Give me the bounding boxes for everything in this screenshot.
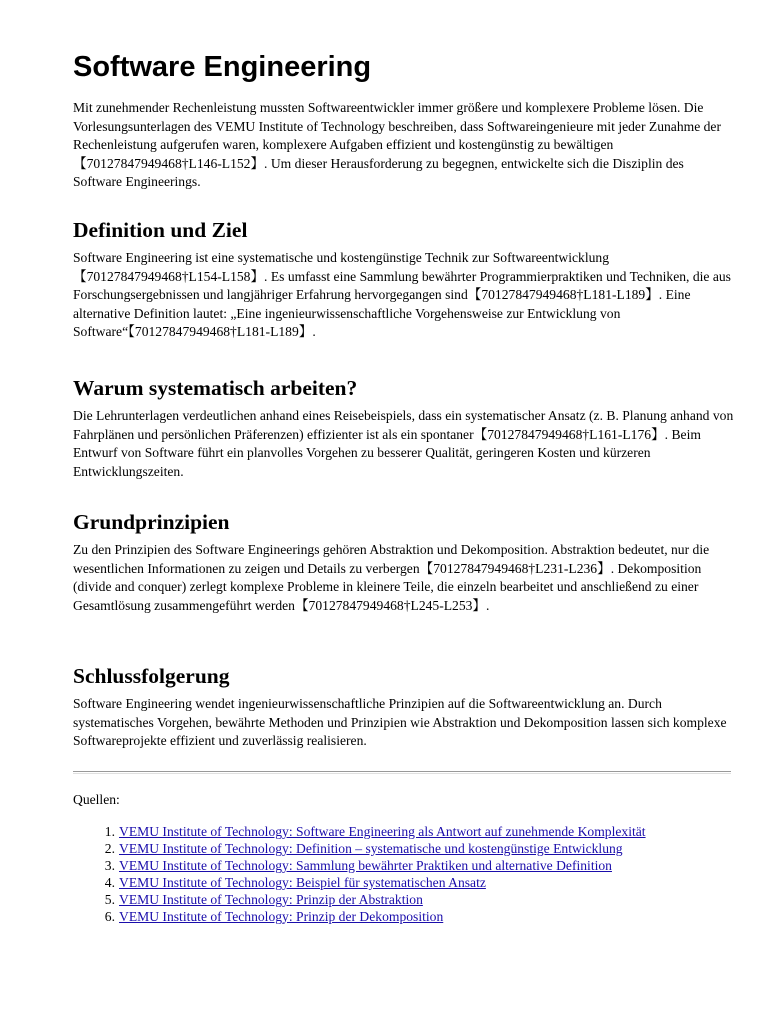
section-heading-conclusion: Schlussfolgerung — [73, 664, 230, 688]
section-body-conclusion: Software Engineering wendet ingenieurwissenschaftliche Prinzipien auf die Softwareentwicklung an. Durch systematisches Vorgehen, bewährte Methoden und Prinzipien wie Abstraktion und Dekomposition lassen sich komplexe Softwareprojekte effizient und zuverlässig realisieren. — [73, 696, 727, 749]
section-body-principles: Zu den Prinzipien des Software Engineerings gehören Abstraktion und Dekomposition. Abstraktion bedeutet, nur die wesentlichen Informationen zu zeigen und Details zu verbergen【70127847949468†L231-L236】. Dekomposition (divide and conquer) zerlegt komplexe Probleme in kleinere Teile, die einzeln bearbeitet und anschließend zu einer Gesamtlösung zusammengeführt werden【70127847949468†L245-L253】. — [73, 542, 710, 613]
source-item — [104, 908, 646, 926]
section-heading-principles: Grundprinzipien — [73, 510, 230, 534]
source-number: 1. — [104, 824, 115, 839]
section-body-definition: Software Engineering ist eine systematische und kostengünstige Technik zur Softwareentwicklung【70127847949468†L154-L158】. Es umfasst eine Sammlung bewährter Programmierpraktiken und Techniken, die aus Forschungsergebnissen und langjähriger Erfahrung hervorgegangen sind【70127847949468†L181-L189】. Eine alternative Definition lautet: „Eine ingenieurwissenschaftliche Vorgehensweise zur Entwicklung von Software“【70127847949468†L181-L189】. — [73, 250, 731, 340]
source-number: 3. — [104, 857, 115, 873]
source-item — [104, 891, 646, 909]
source-number: 6. — [104, 908, 115, 924]
section-heading-definition: Definition und Ziel — [73, 218, 248, 242]
source-number: 2. — [104, 840, 115, 856]
sources-label: Quellen: — [73, 792, 120, 807]
source-link[interactable]: VEMU Institute of Technology: Software Engineering als Antwort auf zunehmende Komplexität — [119, 824, 646, 839]
intro-paragraph: Mit zunehmender Rechenleistung mussten Softwareentwickler immer größere und komplexere Probleme lösen. Die Vorlesungsunterlagen des VEMU Institute of Technology beschreiben, dass Softwareingenieure mit jeder Zunahme der Rechenleistung aufgerufen waren, komplexere Aufgaben effizient und kostengünstig zu bewältigen【70127847949468†L146-L152】. Um dieser Herausforderung zu begegnen, entwickelte sich die Disziplin des Software Engineerings. — [73, 100, 721, 190]
source-link[interactable]: VEMU Institute of Technology: Sammlung bewährter Praktiken und alternative Definition — [119, 857, 612, 873]
source-number: 5. — [104, 891, 115, 907]
section-heading-systematic: Warum systematisch arbeiten? — [73, 376, 358, 400]
source-link[interactable]: VEMU Institute of Technology: Prinzip der Dekomposition — [119, 908, 444, 924]
source-number: 4. — [104, 874, 115, 890]
sources-list — [73, 824, 646, 925]
source-item — [104, 874, 646, 892]
source-item — [104, 824, 646, 841]
source-link[interactable]: VEMU Institute of Technology: Beispiel für systematischen Ansatz — [119, 874, 486, 890]
source-link[interactable]: VEMU Institute of Technology: Prinzip der Abstraktion — [119, 891, 423, 907]
page-title: Software Engineering — [73, 51, 372, 83]
source-link[interactable]: VEMU Institute of Technology: Definition – systematische und kostengünstige Entwicklung — [119, 840, 623, 856]
source-item — [104, 857, 646, 875]
section-body-systematic: Die Lehrunterlagen verdeutlichen anhand eines Reisebeispiels, dass ein systematischer Ansatz (z. B. Planung anhand von Fahrplänen und persönlichen Präferenzen) effizienter ist als ein spontaner【70127847949468†L161-L176】. Beim Entwurf von Software führt ein planvolles Vorgehen zu besserer Qualität, geringeren Kosten und kürzeren Entwicklungszeiten. — [73, 408, 734, 479]
horizontal-divider — [73, 771, 731, 774]
source-item — [104, 840, 646, 858]
